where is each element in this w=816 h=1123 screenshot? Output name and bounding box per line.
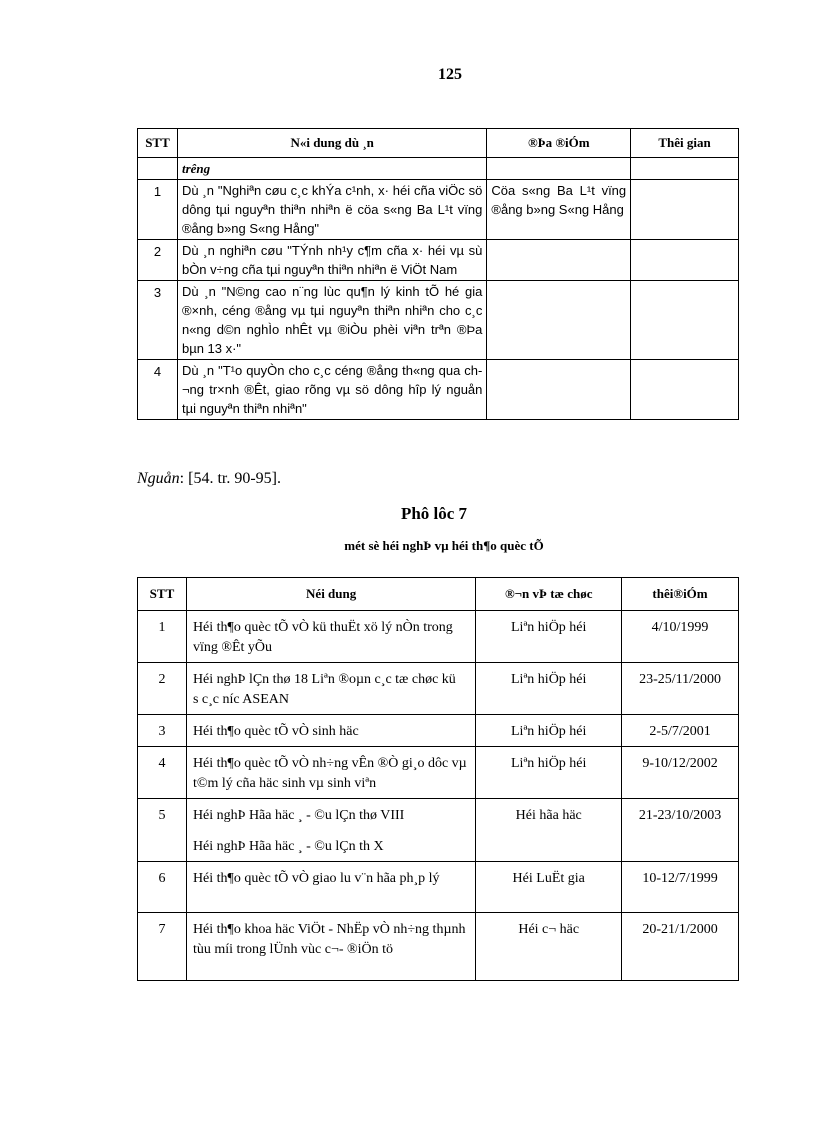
- row-time: 23-25/11/2000: [622, 663, 739, 715]
- table-row: [138, 180, 739, 240]
- appendix-subtitle: mét sè héi nghÞ vµ héi th¶o quèc tÕ: [344, 538, 544, 553]
- appendix-title: Phô lôc 7: [400, 504, 468, 523]
- row-organizer: Héi c¬ häc: [476, 913, 622, 981]
- row-time: 9-10/12/2002: [622, 747, 739, 799]
- row-time: [631, 240, 739, 281]
- table-row: [138, 799, 739, 862]
- table-row: [138, 360, 739, 420]
- table-row: [138, 281, 739, 360]
- table-row: [138, 913, 739, 981]
- source-citation: [137, 470, 281, 488]
- row-stt: 4: [138, 360, 178, 420]
- row-stt: 6: [138, 862, 187, 913]
- row-time: [631, 360, 739, 420]
- row-stt: 3: [138, 281, 178, 360]
- row-content: [186, 663, 475, 715]
- table-row: [138, 663, 739, 715]
- row-time: 2-5/7/2001: [622, 715, 739, 747]
- row-content: [186, 913, 475, 981]
- row-location: [487, 240, 631, 281]
- row-content-line: Héi nghÞ Hãa häc ¸ - ©u lÇn thø VIII: [192, 808, 405, 823]
- table-row: [138, 747, 739, 799]
- table-row: [138, 611, 739, 663]
- page-number: 125: [438, 66, 462, 83]
- row-content-line: Héi nghÞ Hãa häc ¸ - ©u lÇn th X: [192, 839, 384, 854]
- row-location: [487, 360, 631, 420]
- row-stt: 7: [138, 913, 187, 981]
- row-stt: 4: [138, 747, 187, 799]
- table-subheader-row: [138, 158, 739, 180]
- column-header-time: thêi®iÓm: [622, 578, 739, 611]
- row-content: [186, 747, 475, 799]
- row-organizer: Liªn hiÖp héi: [476, 663, 622, 715]
- row-location: [487, 281, 631, 360]
- column-header-content: N«i dung dù ¸n: [177, 129, 486, 158]
- table-header-row: [138, 578, 739, 611]
- column-header-time: Thêi gian: [631, 129, 739, 158]
- row-content-line: Héi th¶o quèc tÕ vÒ sinh häc: [192, 724, 359, 739]
- column-header-stt: STT: [138, 129, 178, 158]
- subheader-label: trêng: [177, 158, 486, 180]
- row-content: Dù ¸n "Nghiªn cøu c¸c khÝa c¹nh, x· héi cña viÖc sö dông tµi nguyªn thiªn nhiªn ë cöa s«ng Ba L¹t vïng ®ång b»ng S«ng Hång": [177, 180, 486, 240]
- row-content: [186, 715, 475, 747]
- column-header-location: ®Þa ®iÓm: [487, 129, 631, 158]
- row-organizer: Liªn hiÖp héi: [476, 611, 622, 663]
- row-stt: 3: [138, 715, 187, 747]
- row-content: [186, 799, 475, 862]
- row-organizer: Liªn hiÖp héi: [476, 747, 622, 799]
- row-content-line: Héi th¶o quèc tÕ vÒ nh÷ng vÊn ®Ò gi¸o dôc vµ t©m lý cña häc sinh vµ sinh viªn: [192, 756, 467, 791]
- column-header-organizer: ®¬n vÞ tæ chøc: [476, 578, 622, 611]
- row-time: [631, 281, 739, 360]
- projects-table: [137, 128, 739, 420]
- row-stt: 2: [138, 240, 178, 281]
- row-time: 4/10/1999: [622, 611, 739, 663]
- row-content: Dù ¸n "T¹o quyÒn cho c¸c céng ®ång th«ng qua ch¬ng tr×nh ®Êt, giao rõng vµ sö dông hîp lý nguån tµi nguyªn thiªn nhiªn": [177, 360, 486, 420]
- row-time: 10-12/7/1999: [622, 862, 739, 913]
- column-header-stt: STT: [138, 578, 187, 611]
- row-stt: 1: [138, 180, 178, 240]
- conferences-table: [137, 577, 739, 981]
- row-content: Dù ¸n "N©ng cao n¨ng lùc qu¶n lý kinh tÕ hé gia ®×nh, céng ®ång vµ tµi nguyªn thiªn nhiªn cho c¸c n«ng d©n nghÌo nhÊt vµ ®iÒu phèi viªn trªn ®Þa bµn 13 x·": [177, 281, 486, 360]
- source-label: Nguån: [137, 470, 180, 487]
- row-content-line: Héi th¶o quèc tÕ vÒ kü thuËt xö lý nÒn trong vïng ®Êt yÕu: [192, 620, 453, 655]
- table-row: [138, 715, 739, 747]
- row-time: 21-23/10/2003: [622, 799, 739, 862]
- row-content: Dù ¸n nghiªn cøu "TÝnh nh¹y c¶m cña x· héi vµ sù bÒn v÷ng cña tµi nguyªn thiªn nhiªn ë ViÖt Nam: [177, 240, 486, 281]
- row-stt: 2: [138, 663, 187, 715]
- row-time: 20-21/1/2000: [622, 913, 739, 981]
- row-stt: 1: [138, 611, 187, 663]
- row-organizer: Liªn hiÖp héi: [476, 715, 622, 747]
- table-row: [138, 862, 739, 913]
- row-content: [186, 862, 475, 913]
- row-location: Cöa s«ng Ba L¹t vïng ®ång b»ng S«ng Hång: [487, 180, 631, 240]
- row-organizer: Héi LuËt gia: [476, 862, 622, 913]
- row-stt: 5: [138, 799, 187, 862]
- table-row: [138, 240, 739, 281]
- row-content-line: Héi th¶o quèc tÕ vÒ giao lu v¨n hãa ph¸p lý: [192, 871, 440, 886]
- column-header-content: Néi dung: [186, 578, 475, 611]
- row-content-line: Héi th¶o khoa häc ViÖt - NhËp vÒ nh÷ng thµnh tùu míi trong lÜnh vùc c¬- ®iÖn tö: [192, 922, 466, 957]
- row-organizer: Héi hãa häc: [476, 799, 622, 862]
- row-content: [186, 611, 475, 663]
- source-value: : [54. tr. 90-95].: [179, 470, 281, 487]
- table-header-row: [138, 129, 739, 158]
- row-time: [631, 180, 739, 240]
- row-content-line: Héi nghÞ lÇn thø 18 Liªn ®oµn c¸c tæ chøc kü s c¸c níc ASEAN: [192, 672, 456, 707]
